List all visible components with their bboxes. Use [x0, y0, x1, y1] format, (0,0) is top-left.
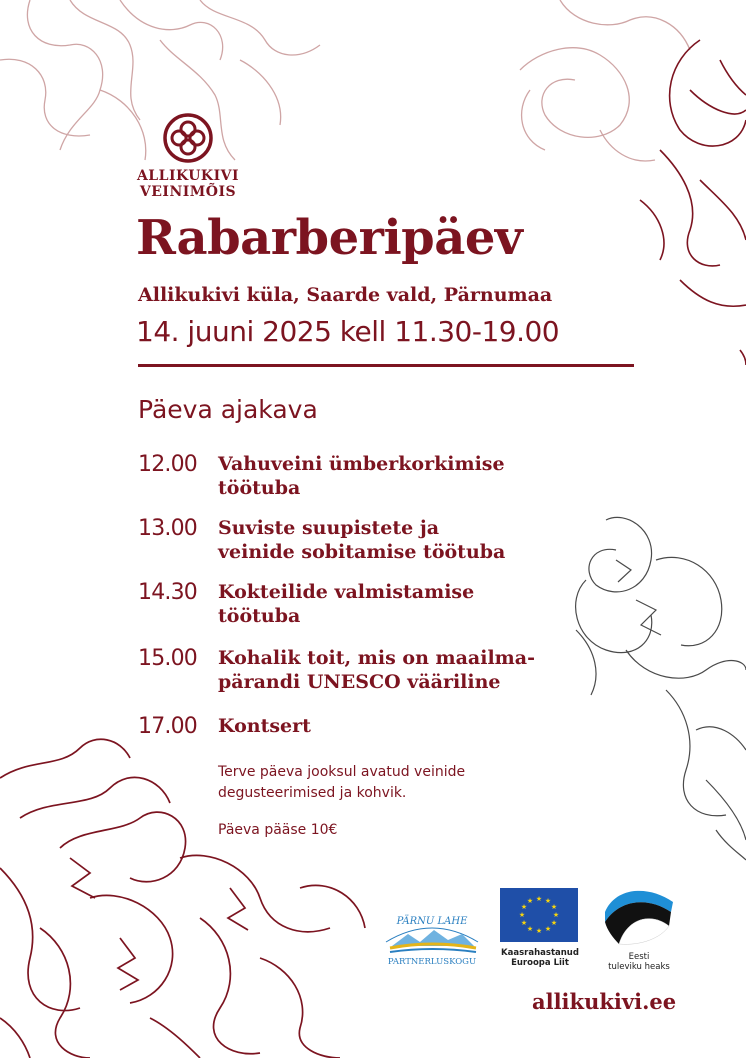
schedule-event-line1: Kokteilide valmistamise — [218, 581, 475, 603]
schedule-event-line2: pärandi UNESCO vääriline — [218, 671, 501, 693]
svg-text:★: ★ — [550, 903, 558, 911]
svg-text:★: ★ — [544, 897, 552, 905]
knot-emblem-icon — [162, 112, 214, 164]
ticket-price: Päeva pääse 10€ — [218, 822, 338, 838]
schedule-event — [218, 646, 535, 694]
svg-text:★: ★ — [520, 919, 528, 927]
schedule-note-line1: Terve päeva jooksul avatud veinide — [218, 764, 466, 780]
svg-text:★: ★ — [552, 911, 560, 919]
divider — [138, 364, 634, 367]
schedule-item — [138, 452, 505, 500]
event-title: Rabarberipäev — [136, 210, 523, 266]
svg-text:★: ★ — [518, 911, 526, 919]
event-location: Allikukivi küla, Saarde vald, Pärnumaa — [138, 284, 553, 306]
svg-text:★: ★ — [526, 925, 534, 933]
schedule-event-line2: töötuba — [218, 477, 301, 499]
schedule-event-line2: veinide sobitamise töötuba — [218, 541, 506, 563]
estonian-flag-wave-icon — [601, 886, 677, 948]
schedule-time: 17.00 — [138, 714, 197, 739]
schedule-item — [138, 646, 535, 694]
schedule-event-line1: Kohalik toit, mis on maailma- — [218, 647, 535, 669]
partner-logo-line2: PARTNERLUSKOGU — [387, 957, 477, 966]
schedule-note-line2: degusteerimised ja kohvik. — [218, 785, 407, 801]
schedule-item — [138, 516, 505, 564]
brand-name-line2: VEINIMÕIS — [139, 184, 237, 200]
brand-name-line1: ALLIKUKIVI — [136, 168, 240, 184]
svg-text:★: ★ — [550, 919, 558, 927]
svg-text:★: ★ — [535, 927, 543, 935]
estonia-logo-line2: tuleviku heaks — [608, 962, 670, 972]
schedule-event — [218, 516, 505, 564]
schedule-event-line1: Suviste suupistete ja — [218, 517, 440, 539]
event-datetime: 14. juuni 2025 kell 11.30-19.00 — [136, 315, 560, 348]
schedule-event-line1: Kontsert — [218, 715, 311, 737]
schedule-heading: Päeva ajakava — [138, 395, 318, 424]
estonia-logo-line1: Eesti — [628, 952, 650, 962]
schedule-time: 13.00 — [138, 516, 197, 541]
schedule-event-line1: Vahuveini ümberkorkimise — [218, 453, 505, 475]
website-link[interactable]: allikukivi.ee — [532, 989, 677, 1014]
schedule-event — [218, 580, 474, 628]
brand-logo — [136, 112, 240, 200]
eu-cofunded-logo — [500, 888, 580, 968]
svg-text:★: ★ — [535, 895, 543, 903]
schedule-item — [138, 714, 311, 740]
schedule-item — [138, 580, 474, 628]
parnu-lahe-partner-logo — [378, 904, 486, 966]
svg-text:★: ★ — [526, 897, 534, 905]
floral-decoration-right — [546, 500, 746, 880]
partner-logo-line1: PÄRNU LAHE — [396, 916, 468, 927]
schedule-time: 12.00 — [138, 452, 197, 477]
eu-flag-icon — [500, 888, 578, 942]
estonia-future-logo — [598, 886, 680, 972]
eu-logo-line2: Euroopa Liit — [511, 958, 569, 968]
eu-logo-line1: Kaasrahastanud — [501, 948, 579, 958]
schedule-event-line2: töötuba — [218, 605, 301, 627]
schedule-event — [218, 452, 505, 500]
svg-text:★: ★ — [544, 925, 552, 933]
schedule-time: 15.00 — [138, 646, 197, 671]
svg-text:★: ★ — [520, 903, 528, 911]
schedule-time: 14.30 — [138, 580, 197, 605]
schedule-note — [218, 762, 465, 804]
schedule-event — [218, 714, 311, 740]
